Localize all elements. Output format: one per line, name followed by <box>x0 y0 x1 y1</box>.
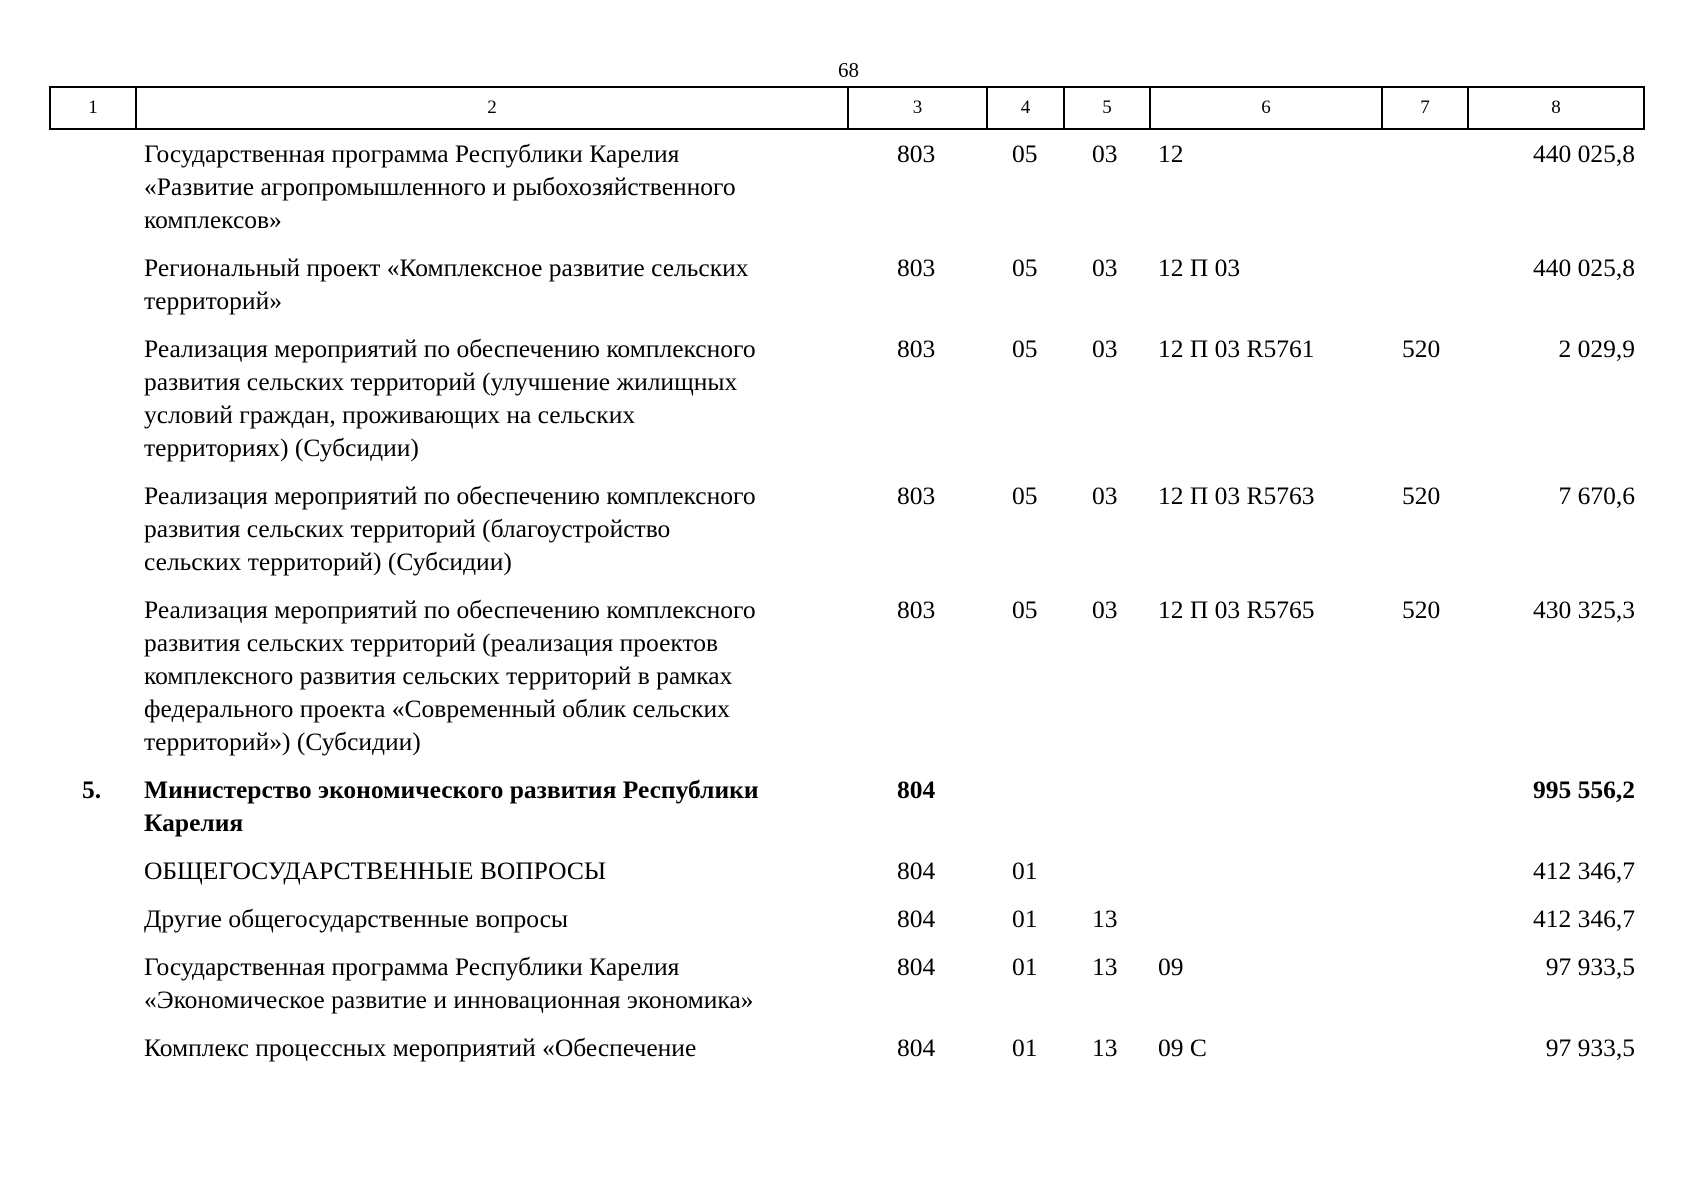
row-code-4: 01 <box>1012 952 1038 981</box>
row-code-7: 520 <box>1402 595 1441 624</box>
row-code-5: 03 <box>1092 595 1118 624</box>
row-amount: 7 670,6 <box>1558 481 1635 510</box>
table-row <box>0 137 1697 236</box>
column-header-row <box>50 87 1644 129</box>
row-code-4: 05 <box>1012 253 1038 282</box>
row-code-5: 13 <box>1092 904 1118 933</box>
row-code-4: 05 <box>1012 481 1038 510</box>
column-header-7: 7 <box>1382 87 1468 129</box>
row-code-3: 803 <box>897 334 936 363</box>
row-code-4: 05 <box>1012 139 1038 168</box>
row-code-7: 520 <box>1402 481 1441 510</box>
row-code-3: 803 <box>897 481 936 510</box>
row-amount: 2 029,9 <box>1558 334 1635 363</box>
row-code-5: 03 <box>1092 481 1118 510</box>
row-name: Государственная программа Республики Карелия «Экономическое развитие и инновационная экономика» <box>144 952 754 1014</box>
row-amount: 995 556,2 <box>1533 775 1635 804</box>
row-name: ОБЩЕГОСУДАРСТВЕННЫЕ ВОПРОСЫ <box>144 856 607 885</box>
table-row <box>0 251 1697 317</box>
row-code-6: 12 <box>1158 139 1184 168</box>
column-header-6: 6 <box>1150 87 1382 129</box>
table-row-section <box>0 773 1697 839</box>
row-name: Реализация мероприятий по обеспечению комплексного развития сельских территорий (улучшение жилищных условий граждан, проживающих на сельских территориях) (Субсидии) <box>144 334 756 462</box>
row-code-4: 01 <box>1012 1033 1038 1062</box>
row-code-3: 803 <box>897 139 936 168</box>
column-header-table <box>49 86 1645 130</box>
row-amount: 97 933,5 <box>1545 1033 1635 1062</box>
row-code-6: 09 <box>1158 952 1184 981</box>
row-code-3: 803 <box>897 595 936 624</box>
row-code-5: 03 <box>1092 253 1118 282</box>
row-code-3: 804 <box>897 904 936 933</box>
row-code-4: 05 <box>1012 595 1038 624</box>
section-number: 5. <box>82 775 102 804</box>
column-header-3: 3 <box>848 87 987 129</box>
column-header-1: 1 <box>50 87 136 129</box>
row-name: Комплекс процессных мероприятий «Обеспечение <box>144 1033 697 1062</box>
row-code-6: 09 С <box>1158 1033 1207 1062</box>
row-name: Реализация мероприятий по обеспечению комплексного развития сельских территорий (реализация проектов комплексного развития сельских территорий в рамках федерального проекта «Современный облик сельских территорий») (Субсидии) <box>144 595 756 756</box>
row-amount: 440 025,8 <box>1533 253 1635 282</box>
table-row <box>0 854 1697 887</box>
row-code-3: 804 <box>897 1033 936 1062</box>
row-code-5: 03 <box>1092 139 1118 168</box>
row-name: Государственная программа Республики Карелия «Развитие агропромышленного и рыбохозяйственного комплексов» <box>144 139 736 234</box>
row-code-4: 05 <box>1012 334 1038 363</box>
row-name: Министерство экономического развития Республики Карелия <box>144 775 759 837</box>
row-amount: 412 346,7 <box>1533 856 1635 885</box>
row-code-6: 12 П 03 R5763 <box>1158 481 1315 510</box>
row-name: Реализация мероприятий по обеспечению комплексного развития сельских территорий (благоустройство сельских территорий) (Субсидии) <box>144 481 756 576</box>
row-code-4: 01 <box>1012 856 1038 885</box>
row-code-5: 13 <box>1092 952 1118 981</box>
table-row <box>0 1031 1697 1064</box>
row-code-7: 520 <box>1402 334 1441 363</box>
row-amount: 430 325,3 <box>1533 595 1635 624</box>
column-header-4: 4 <box>987 87 1064 129</box>
row-code-5: 03 <box>1092 334 1118 363</box>
row-amount: 97 933,5 <box>1545 952 1635 981</box>
page-number: 68 <box>838 58 859 82</box>
row-code-3: 803 <box>897 253 936 282</box>
column-header-5: 5 <box>1064 87 1150 129</box>
row-code-3: 804 <box>897 952 936 981</box>
table-row <box>0 332 1697 464</box>
row-amount: 412 346,7 <box>1533 904 1635 933</box>
row-amount: 440 025,8 <box>1533 139 1635 168</box>
row-code-3: 804 <box>897 775 936 804</box>
table-row <box>0 902 1697 935</box>
column-header-2: 2 <box>136 87 848 129</box>
table-row <box>0 593 1697 758</box>
row-code-5: 13 <box>1092 1033 1118 1062</box>
row-code-6: 12 П 03 R5765 <box>1158 595 1315 624</box>
row-code-6: 12 П 03 <box>1158 253 1241 282</box>
row-name: Региональный проект «Комплексное развитие сельских территорий» <box>144 253 749 315</box>
row-name: Другие общегосударственные вопросы <box>144 904 569 933</box>
row-code-6: 12 П 03 R5761 <box>1158 334 1315 363</box>
row-code-4: 01 <box>1012 904 1038 933</box>
column-header-8: 8 <box>1468 87 1644 129</box>
budget-table-body <box>0 137 1697 1079</box>
table-row <box>0 479 1697 578</box>
row-code-3: 804 <box>897 856 936 885</box>
table-row <box>0 950 1697 1016</box>
